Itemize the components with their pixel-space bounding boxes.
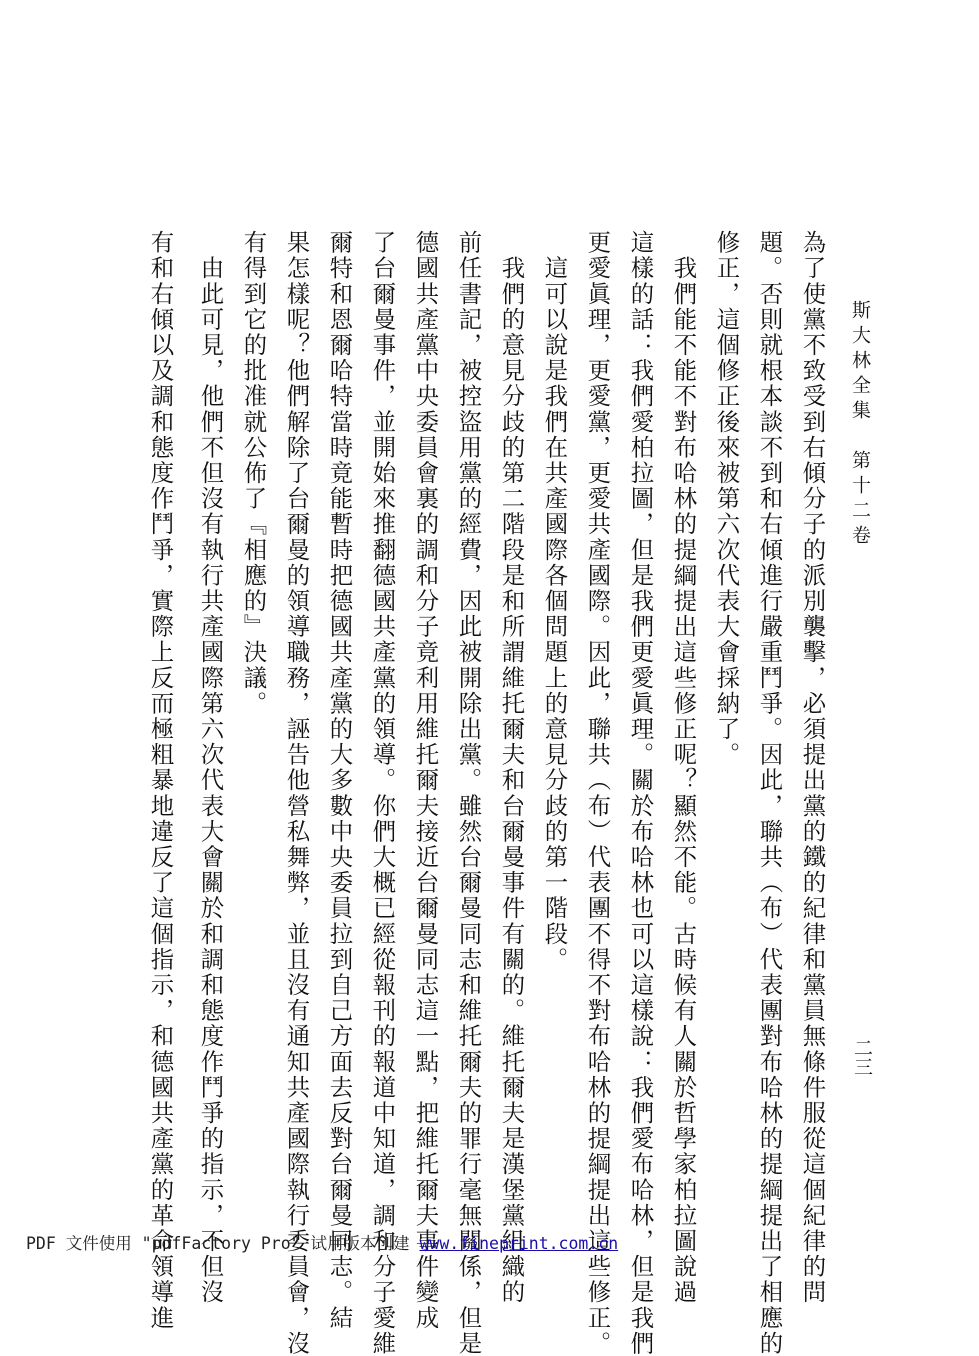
text-column-14: 有得到它的批准就公佈了『相應的』決議。: [239, 230, 268, 717]
text-column-12: 爾特和恩爾哈特當時竟能暫時把德國共產黨的大多數中央委員拉到自己方面去反對台爾曼同志。結: [325, 230, 354, 1331]
pdf-footer: [26, 1230, 618, 1254]
text-column-7: 這可以說是我們在共產國際各個問題上的意見分歧的第一階段。: [540, 230, 569, 973]
text-column-5: 這樣的話：我們愛柏拉圖，但是我們更愛眞理。關於布哈林也可以這樣說：我們愛布哈林，但是我們: [626, 230, 655, 1356]
text-column-1: 為了使黨不致受到右傾分子的派別襲擊，必須提出黨的鐵的紀律和黨員無條件服從這個紀律的問: [798, 230, 827, 1306]
text-column-6: 更愛眞理，更愛黨，更愛共產國際。因此，聯共（布）代表團不得不對布哈林的提綱提出這些修正。: [583, 230, 612, 1356]
text-column-4: 我們能不能不對布哈林的提綱提出這些修正呢？顯然不能。古時候有人關於哲學家柏拉圖說過: [669, 230, 698, 1306]
running-title: 斯大林全集 第十二卷: [849, 300, 871, 550]
text-column-11: 了台爾曼事件，並開始來推翻德國共產黨的領導。你們大概已經從報刊的報道中知道，調和分子愛維: [368, 230, 397, 1356]
page-number: 二三: [851, 1038, 873, 1076]
text-column-2: 題。否則就根本談不到和右傾進行嚴重鬥爭。因此，聯共（布）代表團對布哈林的提綱提出了相應的: [755, 230, 784, 1356]
footer-text: PDF 文件使用 "pdfFactory Pro" 试用版本创建: [26, 1234, 420, 1253]
text-column-13: 果怎樣呢？他們解除了台爾曼的領導職務，誣告他營私舞弊，並且沒有通知共產國際執行委員會，沒: [282, 230, 311, 1356]
text-column-3: 修正，這個修正後來被第六次代表大會採納了。: [712, 230, 741, 768]
text-column-16: 有和右傾以及調和態度作鬥爭，實際上反而極粗暴地違反了這個指示，和德國共產黨的革命領導進: [146, 230, 175, 1331]
text-column-9: 前任書記，被控盜用黨的經費，因此被開除出黨。雖然台爾曼同志和維托爾夫的罪行毫無關係，但是: [454, 230, 483, 1356]
text-column-8: 我們的意見分歧的第二階段是和所謂維托爾夫和台爾曼事件有關的。維托爾夫是漢堡黨組織的: [497, 230, 526, 1306]
text-column-15: 由此可見，他們不但沒有執行共產國際第六次代表大會關於和調和態度作鬥爭的指示，不但沒: [196, 230, 225, 1306]
text-column-10: 德國共產黨中央委員會裏的調和分子竟利用維托爾夫接近台爾曼同志這一點，把維托爾夫事件變成: [411, 230, 440, 1331]
fineprint-link[interactable]: www.fineprint.com.cn: [419, 1234, 619, 1253]
